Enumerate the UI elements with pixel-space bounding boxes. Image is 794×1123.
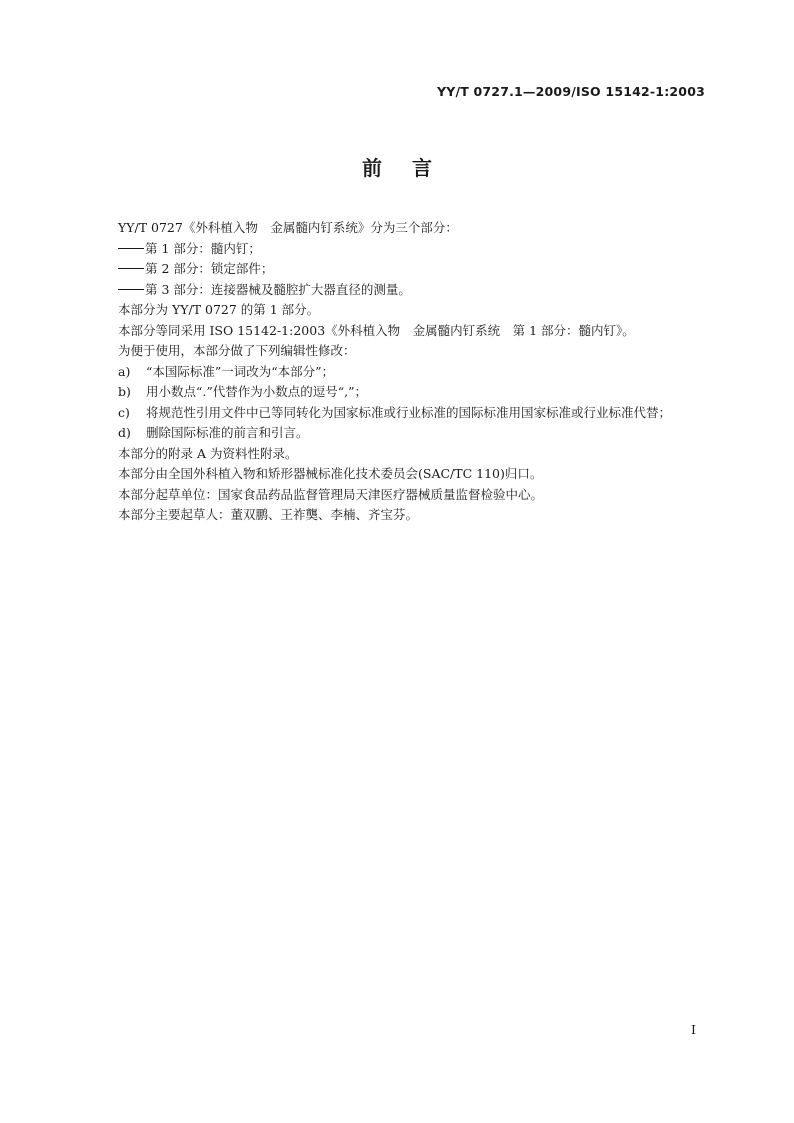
edit-item-text: 用小数点“.”代替作为小数点的逗号“,”；: [146, 384, 368, 399]
edit-item: [118, 362, 710, 383]
edit-item-marker: d): [118, 425, 131, 440]
edit-item: [118, 423, 710, 444]
page-title: 前言: [362, 156, 462, 180]
foreword-body: [118, 218, 710, 526]
paragraph: 本部分为 YY/T 0727 的第 1 部分。: [118, 302, 320, 317]
em-dash-mark: [118, 289, 144, 290]
paragraph: 为便于使用，本部分做了下列编辑性修改：: [118, 343, 356, 358]
intro-paragraph: YY/T 0727《外科植入物 金属髓内钉系统》分为三个部分：: [118, 220, 458, 235]
edit-item-text: 将规范性引用文件中已等同转化为国家标准或行业标准的国际标准用国家标准或行业标准代替；: [146, 404, 672, 420]
part-item-text: 第 2 部分：锁定部件；: [145, 261, 274, 276]
em-dash-mark: [118, 248, 144, 249]
edit-item-text: “本国际标准”一词改为“本部分”；: [146, 363, 335, 379]
edit-item-marker: a): [118, 363, 131, 379]
edit-item-text: 删除国际标准的前言和引言。: [146, 425, 309, 440]
paragraph: 本部分由全国外科植入物和矫形器械标准化技术委员会(SAC/TC 110)归口。: [118, 466, 543, 481]
paragraph: 本部分起草单位：国家食品药品监督管理局天津医疗器械质量监督检验中心。: [118, 486, 544, 502]
part-item: [118, 239, 710, 260]
part-item: [118, 259, 710, 280]
part-item-text: 第 3 部分：连接器械及髓腔扩大器直径的测量。: [145, 281, 411, 297]
paragraph: 本部分等同采用 ISO 15142-1:2003《外科植入物 金属髓内钉系统 第 1 部分：髓内钉》。: [118, 322, 635, 338]
em-dash-mark: [118, 268, 144, 269]
edit-item-marker: b): [118, 384, 131, 399]
standard-code: YY/T 0727.1—2009/ISO 15142-1:2003: [436, 84, 705, 99]
paragraph: 本部分的附录 A 为资料性附录。: [118, 445, 298, 461]
edit-item-marker: c): [118, 404, 130, 420]
part-item-text: 第 1 部分：髓内钉；: [145, 240, 261, 256]
paragraph: 本部分主要起草人：董双鹏、王祚龑、李楠、齐宝芬。: [118, 507, 419, 522]
page-number: I: [691, 1022, 696, 1037]
edit-item: [118, 382, 710, 403]
edit-item: [118, 403, 710, 424]
part-item: [118, 280, 710, 301]
